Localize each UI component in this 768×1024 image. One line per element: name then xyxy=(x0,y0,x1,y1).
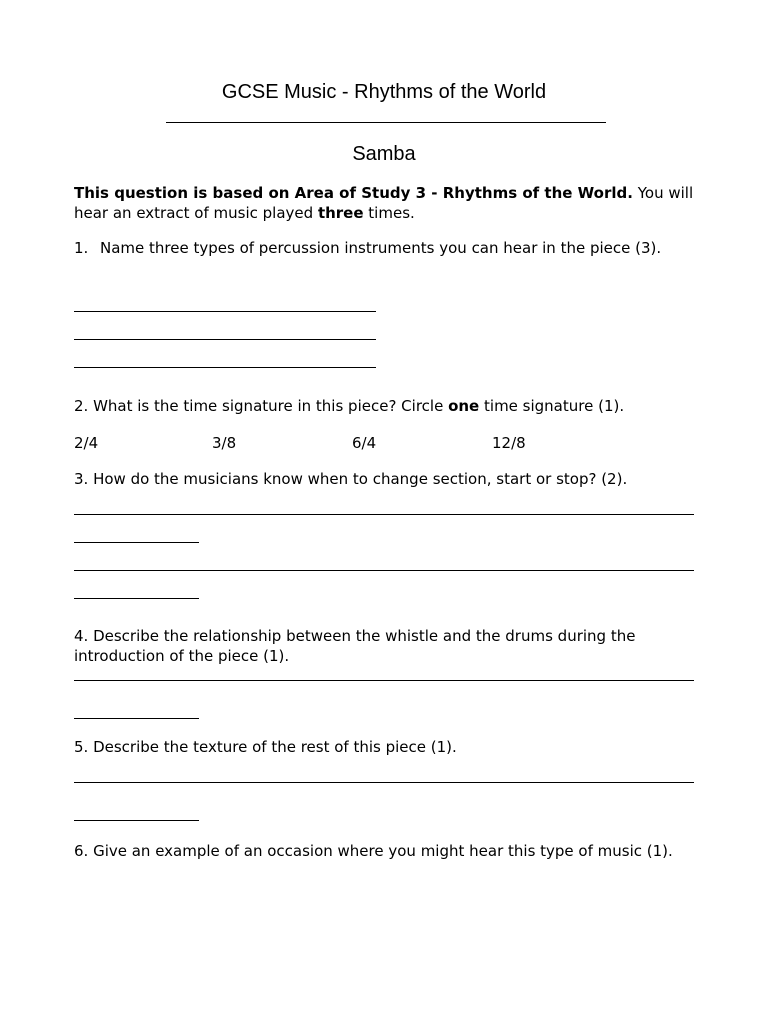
intro-emphasis: three xyxy=(317,204,364,222)
question-2-text-b: time signature (1). xyxy=(479,397,625,415)
question-3-text: 3. How do the musicians know when to change section, start or stop? (2). xyxy=(74,470,628,488)
question-1-number: 1. xyxy=(74,239,89,257)
intro-text-b: times. xyxy=(363,204,415,222)
answer-line-1a[interactable] xyxy=(74,311,376,312)
question-2-text xyxy=(74,396,704,416)
answer-line-5b[interactable] xyxy=(74,820,199,821)
question-2-text-a: 2. What is the time signature in this piece? Circle xyxy=(74,397,449,415)
question-1-text: Name three types of percussion instruments you can hear in the piece (3). xyxy=(100,239,662,257)
time-signature-option[interactable]: 3/8 xyxy=(212,434,237,452)
question-1 xyxy=(74,238,704,258)
intro-text-a: You will hear an extract of music played xyxy=(74,184,694,222)
page-subtitle: Samba xyxy=(352,143,416,165)
answer-line-3d[interactable] xyxy=(74,598,199,599)
answer-line-3c[interactable] xyxy=(74,570,694,571)
answer-line-1c[interactable] xyxy=(74,367,376,368)
intro-paragraph xyxy=(74,183,704,223)
time-signature-option[interactable]: 12/8 xyxy=(492,434,526,452)
intro-bold: This question is based on Area of Study 3 - Rhythms of the World. xyxy=(74,184,633,202)
question-6-text: 6. Give an example of an occasion where you might hear this type of music (1). xyxy=(74,842,673,860)
answer-line-3b[interactable] xyxy=(74,542,199,543)
answer-line-4a[interactable] xyxy=(74,680,694,681)
answer-line-1b[interactable] xyxy=(74,339,376,340)
answer-line-5a[interactable] xyxy=(74,782,694,783)
answer-line-3a[interactable] xyxy=(74,514,694,515)
time-signature-option[interactable]: 6/4 xyxy=(352,434,377,452)
answer-line-4b[interactable] xyxy=(74,718,199,719)
question-4-text: 4. Describe the relationship between the whistle and the drums during the introduction of the piece (1). xyxy=(74,627,636,665)
title-underline xyxy=(166,122,606,123)
question-2-emphasis: one xyxy=(448,397,480,415)
time-signature-option[interactable]: 2/4 xyxy=(74,434,99,452)
question-5-text: 5. Describe the texture of the rest of this piece (1). xyxy=(74,738,457,756)
page-title: GCSE Music - Rhythms of the World xyxy=(221,81,547,103)
